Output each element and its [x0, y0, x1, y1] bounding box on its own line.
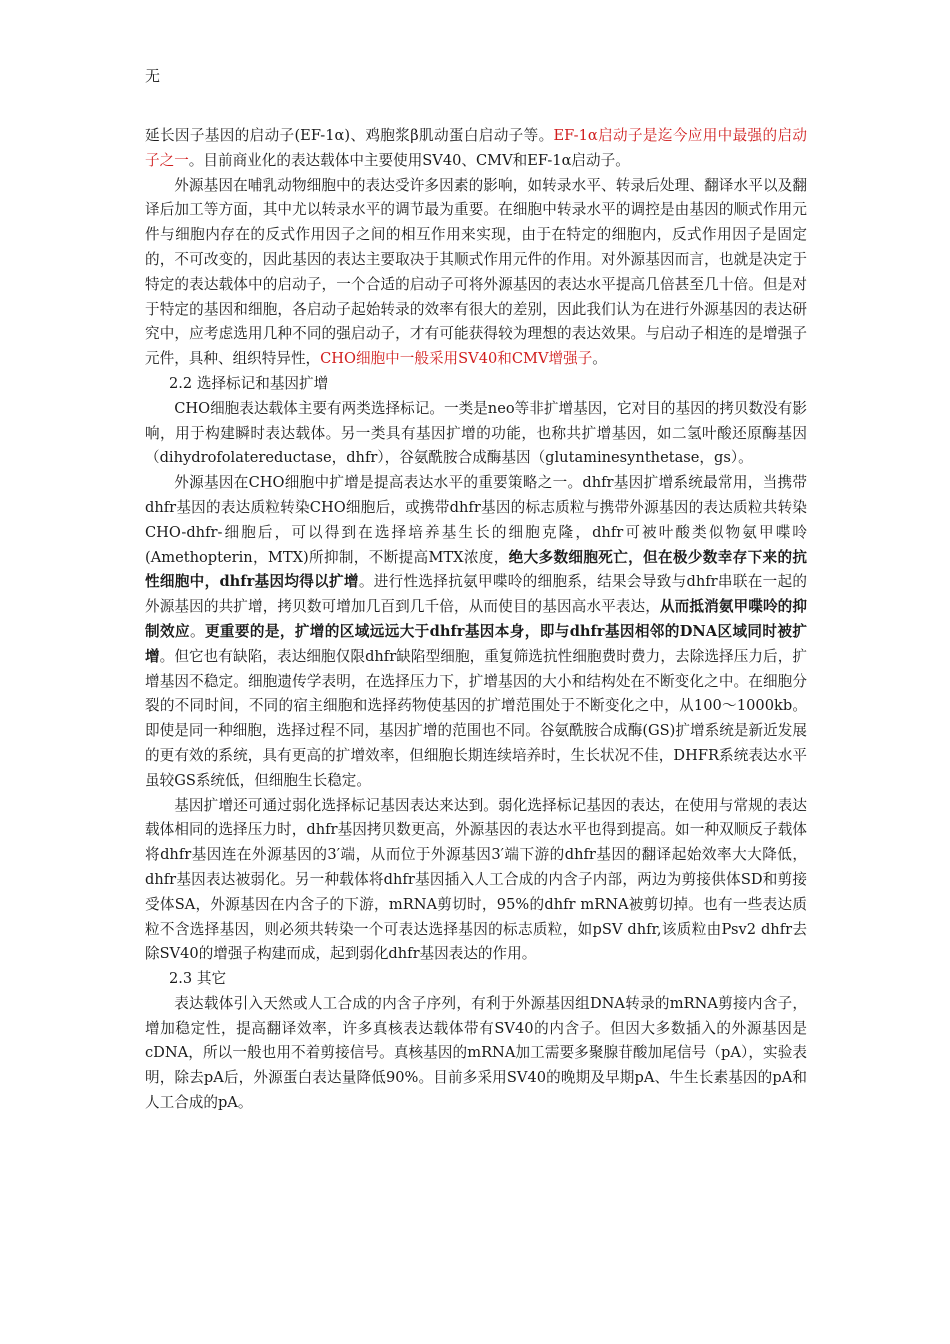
text-span: 。目前商业化的表达载体中主要使用SV40、CMV和EF-1α启动子。: [188, 151, 630, 169]
section-heading-2-2: 2.2 选择标记和基因扩增: [169, 374, 329, 392]
paragraph-weakened-marker: 基因扩增还可通过弱化选择标记基因表达来达到。弱化选择标记基因的表达，在使用与常规的表达载体相同的选择压力时，dhfr基因拷贝数更高，外源基因的表达水平也得到提高。如一种双顺反子载体将dhfr基因连在外源基因的3′端，从而位于外源基因3′端下游的dhfr基因的翻译起始效率大大降低，dhfr基因表达被弱化。另一种载体将dhfr基因插入人工合成的内含子内部，两边为剪接供体SD和剪接受体SA，外源基因在内含子的下游，mRNA剪切时，95%的dhfr mRNA被剪切掉。也有一些表达质粒不含选择基因，则必须共转染一个可表达选择基因的标志质粒，如pSV dhfr,该质粒由Psv2 dhfr去除SV40的增强子构建而成，起到弱化dhfr基因表达的作用。: [145, 796, 807, 963]
bold-span: 绝大多数细胞死亡，但在极少数幸存下来的抗性细胞中，dhfr基因均得以扩增: [145, 548, 807, 591]
text-span: 。: [592, 350, 607, 368]
page-header: 无: [145, 67, 161, 85]
paragraph-selection-markers: CHO细胞表达载体主要有两类选择标记。一类是neo等非扩增基因，它对目的基因的拷贝数没有影响，用于构建瞬时表达载体。另一类具有基因扩增的功能，也称共扩增基因，如二氢叶酸还原酶基因（dihydrofolatereductase，dhfr），谷氨酰胺合成酶基因（glutaminesynthetase，gs）。: [145, 399, 807, 467]
text-span: 。但它也有缺陷，表达细胞仅限dhfr缺陷型细胞，重复筛选抗性细胞费时费力，去除选择压力后，扩增基因不稳定。细胞遗传学表明，在选择压力下，扩增基因的大小和结构处在不断变化之中。在细胞分裂的不同时间，不同的宿主细胞和选择药物使基因的扩增范围处于不断变化之中，从100～1000kb。即使是同一种细胞，选择过程不同，基因扩增的范围也不同。谷氨酰胺合成酶(GS)扩增系统是新近发展的更有效的系统，具有更高的扩增效率，但细胞长期连续培养时，生长状况不佳，DHFR系统表达水平虽较GS系统低，但细胞生长稳定。: [145, 647, 807, 789]
text-span: 延长因子基因的启动子(EF-1α)、鸡胞浆β肌动蛋白启动子等。: [145, 127, 554, 144]
text-span: 。: [189, 622, 205, 640]
paragraph-promoters: [145, 124, 807, 174]
bold-span: 更重要的是，扩增的区域远远大于dhfr基因本身，即与dhfr基因相邻的DNA区域同时被扩增: [145, 622, 807, 665]
text-span: 外源基因在CHO细胞中扩增是提高表达水平的重要策略之一。dhfr基因扩增系统最常用，当携带dhfr基因的表达质粒转染CHO细胞后，或携带dhfr基因的标志质粒与携带外源基因的表达质粒共转染CHO-dhfr-细胞后，可以得到在选择培养基生长的细胞克隆，dhfr可被叶酸类似物氨甲喋呤(Amethopterin，MTX)所抑制，不断提高MTX浓度，: [145, 474, 807, 566]
paragraph-introns-pa: 表达载体引入天然或人工合成的内含子序列，有利于外源基因组DNA转录的mRNA剪接内含子，增加稳定性，提高翻译效率，许多真核表达载体带有SV40的内含子。但因大多数插入的外源基因是cDNA，所以一般也用不着剪接信号。真核基因的mRNA加工需要多聚腺苷酸加尾信号（pA），实验表明，除去pA后，外源蛋白表达量降低90%。目前多采用SV40的晚期及早期pA、牛生长素基因的pA和人工合成的pA。: [145, 994, 807, 1112]
document-body: [145, 124, 807, 1116]
paragraph-dhfr-amplification: [145, 471, 807, 793]
text-span: 外源基因在哺乳动物细胞中的表达受许多因素的影响，如转录水平、转录后处理、翻译水平以及翻译后加工等方面，其中尤以转录水平的调节最为重要。在细胞中转录水平的调控是由基因的顺式作用元件与细胞内存在的反式作用因子之间的相互作用来实现，由于在特定的细胞内，反式作用因子是固定的，不可改变的，因此基因的表达主要取决于其顺式作用元件的作用。对外源基因而言，也就是决定于特定的表达载体中的启动子，一个合适的启动子可将外源基因的表达水平提高几倍甚至几十倍。但是对于特定的基因和细胞，各启动子起始转录的效率有很大的差别，因此我们认为在进行外源基因的表达研究中，应考虑选用几种不同的强启动子，才有可能获得较为理想的表达效果。与启动子相连的是增强子元件，具种、组织特异性，: [145, 176, 807, 368]
highlight-ef1a: EF-1α启动子是迄今应用中最强的启动子之一: [145, 127, 807, 169]
bold-span: 从而抵消氨甲喋呤的抑制效应: [145, 598, 807, 640]
paragraph-expression-factors: [145, 174, 807, 372]
section-heading-2-3: 2.3 其它: [169, 970, 227, 988]
text-span: 。进行性选择抗氨甲喋呤的细胞系，结果会导致与dhfr串联在一起的外源基因的共扩增，拷贝数可增加几百到几千倍，从而使目的基因高水平表达，: [145, 573, 807, 616]
highlight-enhancer: CHO细胞中一般采用SV40和CMV增强子: [320, 350, 593, 368]
